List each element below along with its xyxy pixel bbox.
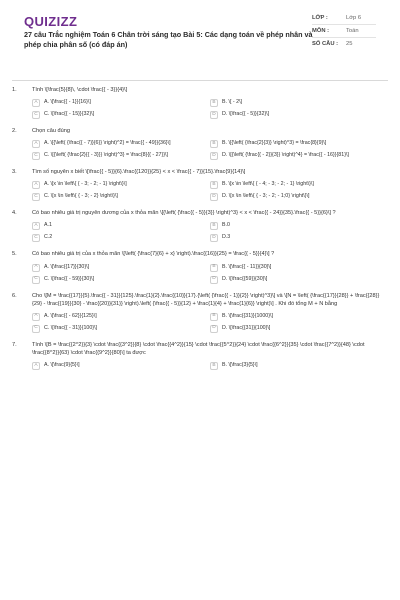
option-text: B. \[x \in \left\{ { - 4; - 3; - 2; - 1} \right\}\] [222, 181, 314, 188]
worksheet-header [12, 0, 388, 74]
question-number: 7. [12, 341, 17, 348]
answer-option-b[interactable] [210, 313, 388, 321]
meta-label: MÔN : [312, 28, 330, 34]
option-text: D. \[\frac{{31}}{100}\] [222, 324, 271, 331]
answer-option-b[interactable] [210, 222, 388, 230]
answer-option-d[interactable] [210, 276, 388, 284]
option-box: A [32, 362, 40, 370]
option-box: C [32, 152, 40, 160]
question-5 [12, 250, 388, 283]
option-text: C.2 [44, 234, 53, 241]
meta-row-subject [312, 25, 376, 38]
worksheet-title: 27 câu Trắc nghiệm Toán 6 Chân trời sáng tạo Bài 5: Các dạng toán về phép nhân và phép chia phân số (có đáp án) [24, 30, 313, 49]
question-number: 2. [12, 128, 17, 135]
option-box: C [32, 276, 40, 284]
answer-option-c[interactable] [32, 193, 210, 201]
question-4 [12, 209, 388, 242]
question-3 [12, 168, 388, 201]
option-text: B. \[ - 2\] [222, 99, 243, 106]
option-box: D [210, 152, 218, 160]
option-text: D.3 [222, 234, 231, 241]
answer-option-a[interactable] [32, 99, 210, 107]
answer-option-d[interactable] [210, 152, 388, 160]
option-text: A.1 [44, 222, 52, 229]
option-box: D [210, 193, 218, 201]
option-box: C [32, 325, 40, 333]
question-number: 3. [12, 169, 17, 176]
option-text: A. \[\frac{9}{5}\] [44, 361, 80, 368]
question-number: 6. [12, 292, 17, 299]
question-text: Có bao nhiêu giá trị của x thỏa mãn \[\left( {\frac{7}{6} + x} \right).\frac{{16}}{25} = \frac{{ - 5}}{4}\] ? [32, 251, 275, 258]
answer-option-a[interactable] [32, 264, 210, 272]
meta-value: Lớp 6 [346, 15, 362, 21]
answer-option-b[interactable] [210, 264, 388, 272]
option-text: A. \[\frac{{ - 1}}{16}\] [44, 99, 91, 106]
question-text: Chọn câu đúng [32, 128, 70, 135]
answer-option-a[interactable] [32, 362, 210, 370]
answer-option-a[interactable] [32, 181, 210, 189]
answer-option-c[interactable] [32, 111, 210, 119]
answer-option-d[interactable] [210, 234, 388, 242]
option-text: D. \[{\left( {\frac{{ - 2}}{3}} \right)^4} = \frac{{ - 16}}{81}\] [222, 152, 349, 159]
question-7 [12, 341, 388, 370]
option-box: B [210, 99, 218, 107]
meta-row-class [312, 12, 376, 25]
answer-option-b[interactable] [210, 99, 388, 107]
answer-option-c[interactable] [32, 234, 210, 242]
answer-option-a[interactable] [32, 313, 210, 321]
answer-option-c[interactable] [32, 276, 210, 284]
question-text: Tính \[\frac{5}{8}\, \cdot \frac{{ - 3}}{4}\] [32, 87, 128, 93]
option-box: C [32, 234, 40, 242]
option-box: D [210, 234, 218, 242]
option-box: B [210, 313, 218, 321]
option-box: C [32, 193, 40, 201]
answer-option-a[interactable] [32, 140, 210, 148]
option-text: C. \[\frac{{ - 15}}{32}\] [44, 111, 95, 118]
option-box: B [210, 264, 218, 272]
option-box: B [210, 181, 218, 189]
answer-option-d[interactable] [210, 193, 388, 201]
option-text: A. \[{\left( {\frac{{ - 7}}{6}} \right)^2} = \frac{{ - 49}}{36}\] [44, 140, 171, 147]
question-2 [12, 127, 388, 160]
answer-option-b[interactable] [210, 181, 388, 189]
option-text: B. \[\frac{{31}}{1000}\] [222, 312, 273, 319]
option-box: A [32, 222, 40, 230]
answer-option-b[interactable] [210, 362, 388, 370]
header-divider [12, 80, 388, 81]
option-box: A [32, 140, 40, 148]
option-box: B [210, 140, 218, 148]
option-box: D [210, 111, 218, 119]
option-text: A. \[\frac{{17}}{30}\] [44, 263, 90, 270]
option-text: B.0 [222, 222, 230, 229]
option-text: A. \[\frac{{ - 62}}{125}\] [44, 312, 97, 319]
option-box: C [32, 111, 40, 119]
question-1 [12, 86, 388, 119]
option-box: D [210, 325, 218, 333]
option-text: D. \[\frac{{59}}{30}\] [222, 275, 268, 282]
meta-row-count [312, 38, 376, 50]
question-text: Cho \[M = \frac{{17}}{5}.\frac{{ - 31}}{125}.\frac{1}{2}.\frac{{10}}{17}.{\left( {\frac{{ - 1}}{2}} \right)^3}\] và \[N = \left( {\frac{{17}}{28}} + \frac{{28}}{29} - \frac{{19}}{30} - \frac{{20}}{31}} \right).\left( {\frac{{ - 5}}{12} + \frac{1}{4} + \frac{1}{6}} \right)\] . Khi đó tổng M + N bằng [32, 292, 380, 307]
option-box: A [32, 264, 40, 272]
question-list [12, 86, 388, 378]
option-box: D [210, 276, 218, 284]
question-6 [12, 292, 388, 333]
answer-option-c[interactable] [32, 325, 210, 333]
answer-option-d[interactable] [210, 325, 388, 333]
option-box: B [210, 362, 218, 370]
meta-value: Toán [346, 28, 359, 34]
option-box: B [210, 222, 218, 230]
question-number: 5. [12, 251, 17, 258]
question-number: 4. [12, 210, 17, 217]
option-box: A [32, 313, 40, 321]
quizizz-logo: QUIZIZZ [24, 14, 78, 29]
question-text: Tìm số nguyên x biết \[\frac{{ - 5}}{6}.\frac{{120}}{25} < x < \frac{{ - 7}}{15}.\frac{9}{14}\] [32, 169, 246, 176]
meta-value: 25 [346, 41, 353, 47]
answer-option-d[interactable] [210, 111, 388, 119]
option-text: C. \[{\left( {\frac{2}{{ - 3}}} \right)^3} = \frac{8}{{ - 27}}\] [44, 152, 168, 159]
option-box: A [32, 99, 40, 107]
option-text: A. \[x \in \left\{ { - 3; - 2; - 1} \right\}\] [44, 181, 127, 188]
meta-label: LỚP : [312, 15, 328, 21]
option-text: C. \[\frac{{ - 59}}{30}\] [44, 275, 95, 282]
question-text: Có bao nhiêu giá trị nguyên dương của x thỏa mãn \[{\left( {\frac{{ - 5}}{3}} \right)^3} < x < \frac{{ - 24}}{35}.\frac{{ - 5}}{6}\] ? [32, 210, 336, 217]
option-text: B. \[{\left( {\frac{2}{3}} \right)^3} = \frac{8}{9}\] [222, 140, 327, 147]
question-text: Tính \[B = \frac{{2^2}}{3} \cdot \frac{{3^2}}{8} \cdot \frac{{4^2}}{15} \cdot \frac{{5^2}}{24} \cdot \frac{{6^2}}{35} \cdot \frac{{7^2}}{48} \cdot \frac{{8^2}}{63} \cdot \frac{{9^2}}{80}\] ta được [32, 341, 365, 356]
meta-label: SỐ CÂU : [312, 41, 339, 47]
answer-option-c[interactable] [32, 152, 210, 160]
option-box: A [32, 181, 40, 189]
option-text: C. \[\frac{{ - 31}}{100}\] [44, 324, 98, 331]
option-text: B. \[\frac{3}{5}\] [222, 361, 258, 368]
option-text: D. \[\frac{{ - 5}}{32}\] [222, 111, 270, 118]
option-text: D. \[x \in \left\{ { - 3; - 2; - 1;0} \right\}\] [222, 193, 310, 200]
answer-option-a[interactable] [32, 222, 210, 230]
question-number: 1. [12, 87, 17, 93]
option-text: B. \[\frac{{ - 11}}{30}\] [222, 263, 272, 270]
answer-option-b[interactable] [210, 140, 388, 148]
option-text: C. \[x \in \left\{ { - 3; - 2} \right\}\] [44, 193, 118, 200]
worksheet-meta [312, 12, 376, 50]
